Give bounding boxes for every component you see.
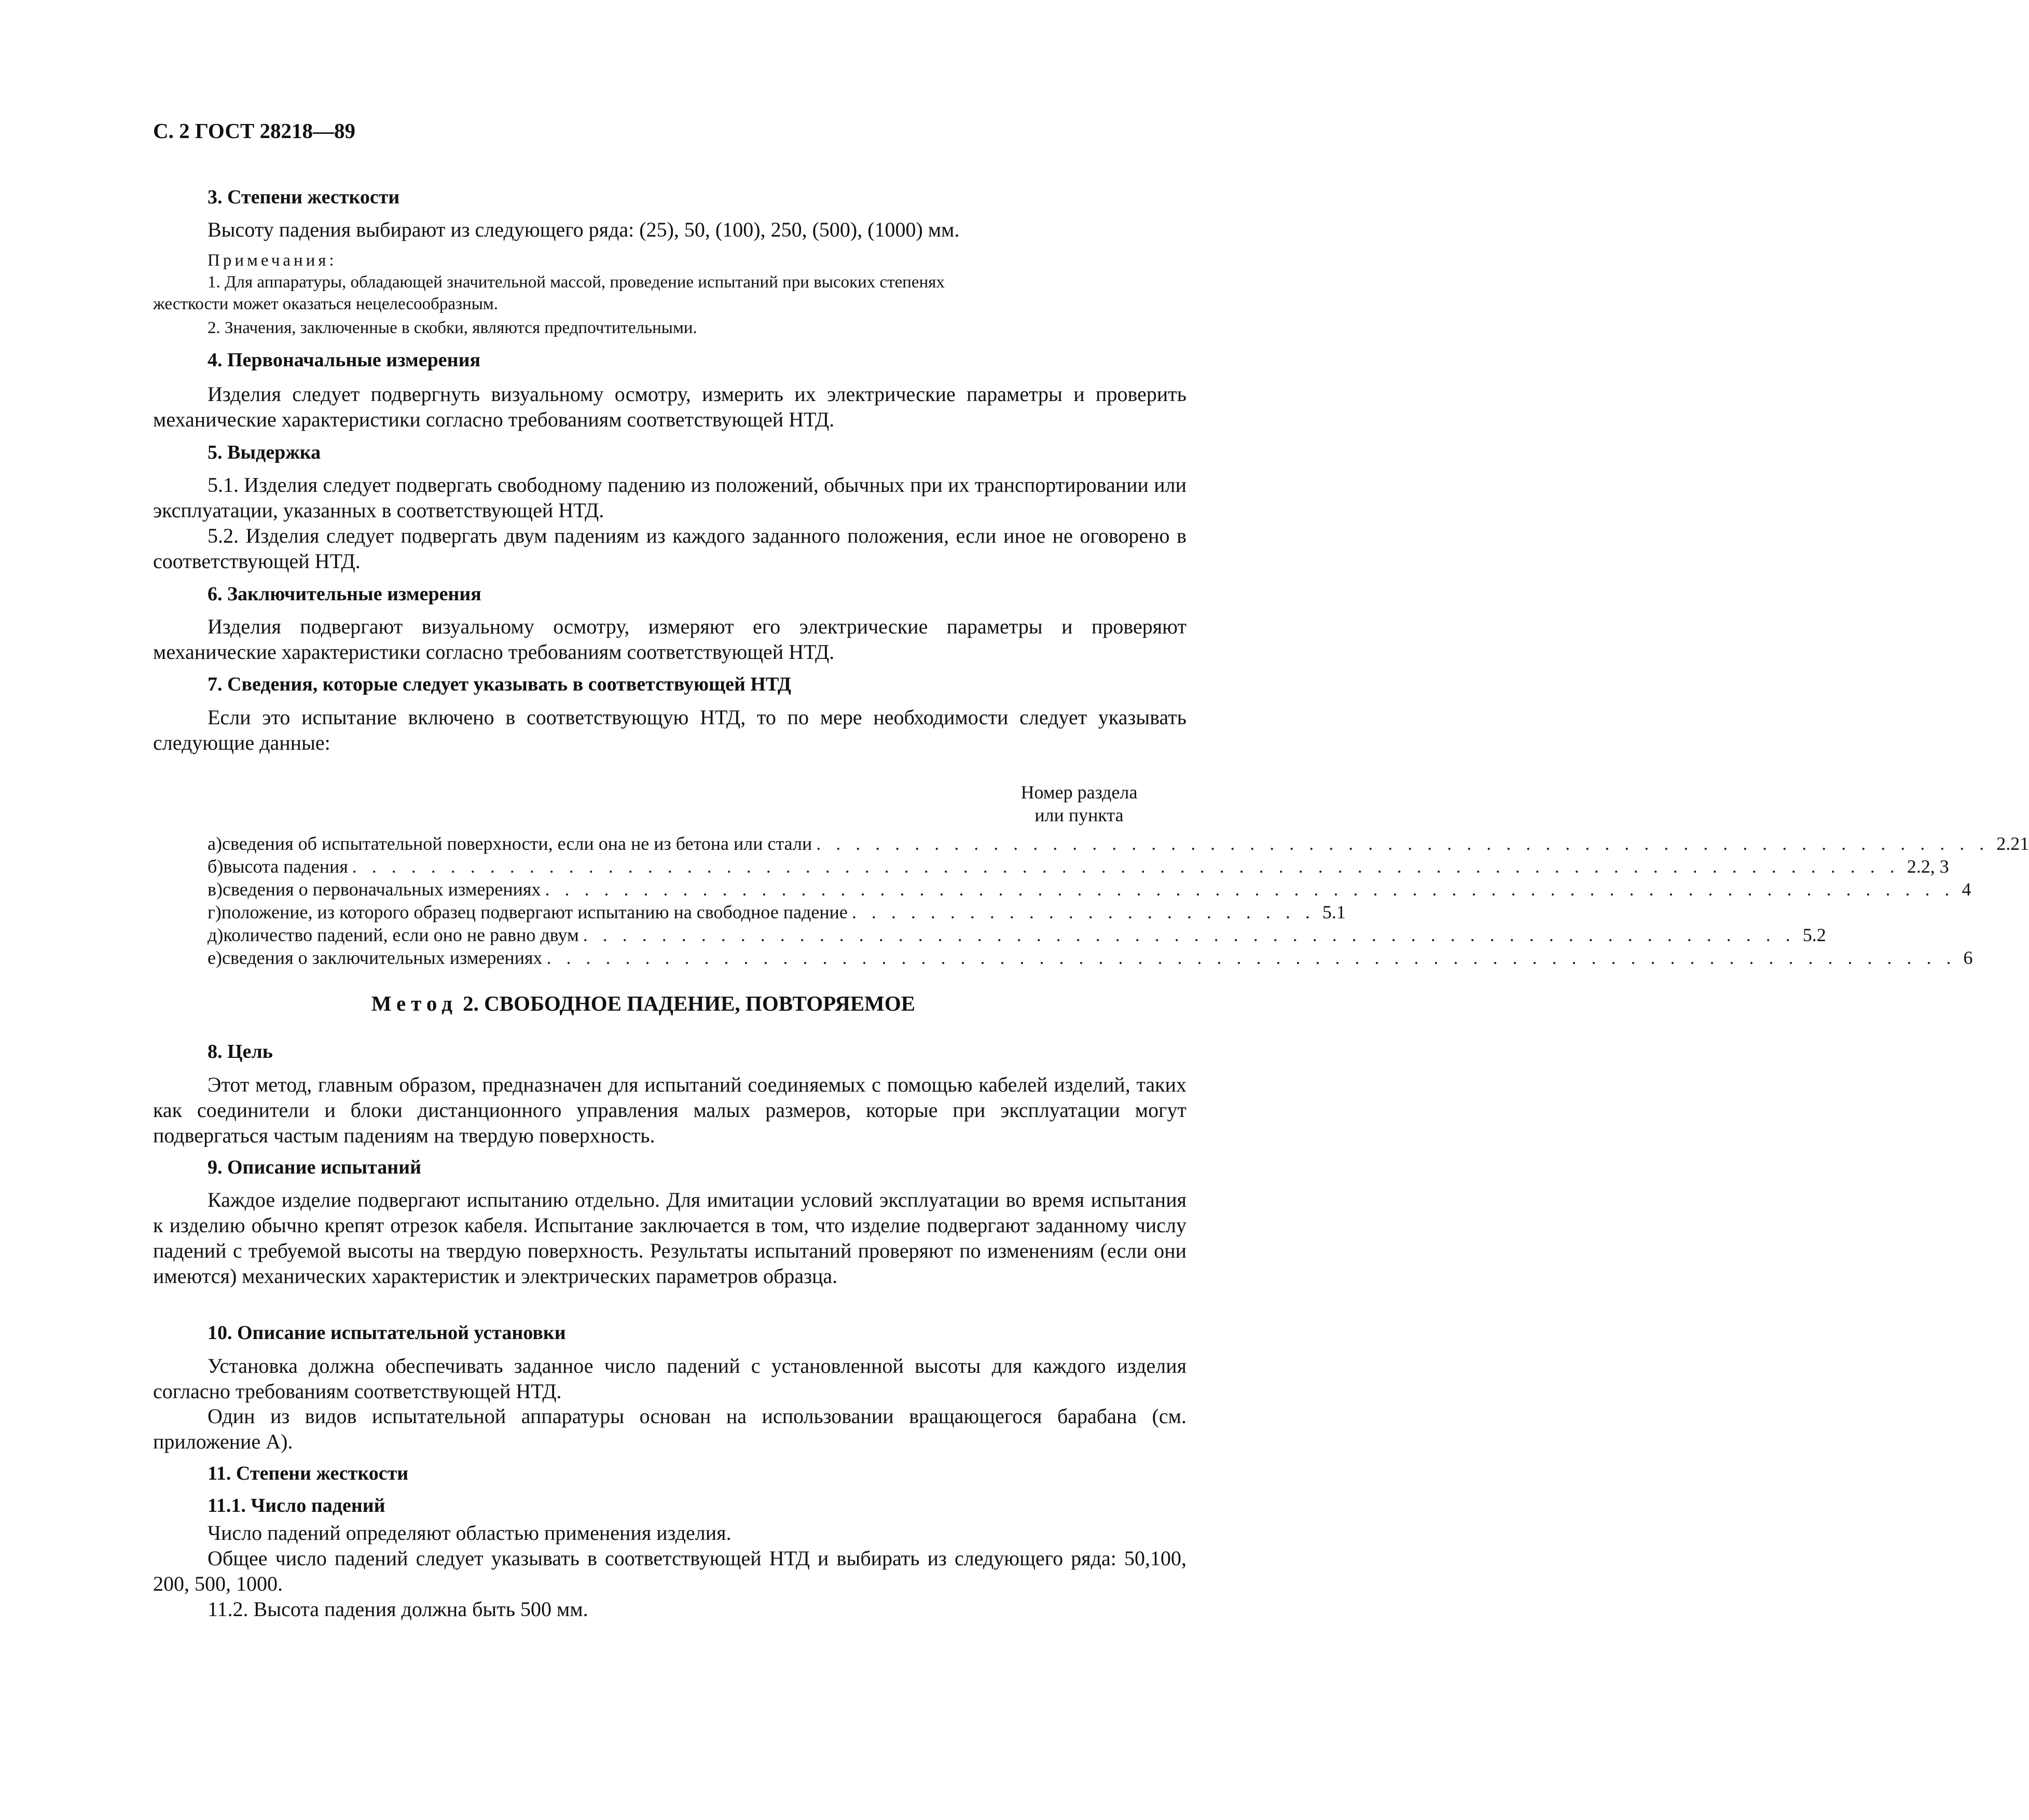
note-1-line-2: жесткости может оказаться нецелесообразным. bbox=[153, 295, 498, 313]
toc-row-mark: б) bbox=[208, 856, 224, 877]
section-11-1-title: 11.1. Число падений bbox=[208, 1495, 385, 1516]
section-10-para-1-content: Установка должна обеспечивать заданное число падений с установленной высоты для каждого изделия согласно требованиям соответствующей НТД. bbox=[153, 1354, 1186, 1403]
section-6-text bbox=[153, 614, 1186, 665]
toc-row-number: 5.1 bbox=[1322, 902, 1346, 922]
toc-column-header-line-2: или пункта bbox=[1034, 805, 1124, 825]
toc-row bbox=[208, 947, 1973, 970]
toc-row-leader: . . . . . . . . . . . . . . . . . . . . . . . . . . . . . . . . . . . . . . . . . . . . . . . . . . . . . . . . . . . . . . . . . . . . . . . . bbox=[545, 879, 1955, 900]
toc-list bbox=[208, 833, 2029, 970]
section-6-title: 6. Заключительные измерения bbox=[208, 583, 481, 605]
section-11-2-text: 11.2. Высота падения должна быть 500 мм. bbox=[208, 1597, 588, 1621]
toc-row-text: высота падения bbox=[223, 856, 348, 877]
section-5-para-2 bbox=[153, 523, 1186, 574]
section-9-text-content: Каждое изделие подвергают испытанию отдельно. Для имитации условий эксплуатации во время испытания к изделию обычно крепят отрезок кабеля. Испытание заключается в том, что изделие подвергают заданному числу падений с требуемой высоты на твердую поверхность. Результаты испытаний проверяют по изменениям (если они имеются) механических характеристик и электрических параметров образца. bbox=[153, 1188, 1186, 1288]
section-3-title: 3. Степени жесткости bbox=[208, 186, 400, 208]
section-11-1-para-2-content: Общее число падений следует указывать в соответствующей НТД и выбирать из следующего ряда: 50,100, 200, 500, 1000. bbox=[153, 1547, 1186, 1595]
section-10-title: 10. Описание испытательной установки bbox=[208, 1322, 566, 1344]
toc-row bbox=[208, 878, 1971, 901]
toc-row-text: сведения о заключительных измерениях bbox=[222, 947, 543, 968]
section-10-para-1 bbox=[153, 1353, 1186, 1404]
toc-row-leader: . . . . . . . . . . . . . . . . . . . . . . . . . . . . . . . . . . . . . . . . . . . . . . . . . . . . . . . . . . . . . . . . . . . . . . . . bbox=[546, 947, 1956, 968]
toc-row-leader: . . . . . . . . . . . . . . . . . . . . . . . . . . . . . . . . . . . . . . . . . . . . . . . . . . . . . . . . . . . . bbox=[816, 833, 1990, 854]
toc-row-mark: в) bbox=[208, 879, 223, 900]
toc-row-number: 2.2, 3 bbox=[1907, 856, 1949, 877]
section-8-title: 8. Цель bbox=[208, 1041, 273, 1063]
note-2: 2. Значения, заключенные в скобки, являются предпочтительными. bbox=[208, 319, 697, 337]
toc-row-number: 4 bbox=[1962, 879, 1971, 900]
section-11-title: 11. Степени жесткости bbox=[208, 1463, 409, 1484]
section-4-text bbox=[153, 381, 1186, 432]
toc-row-text: сведения об испытательной поверхности, если она не из бетона или стали bbox=[222, 833, 812, 854]
toc-row bbox=[208, 924, 1826, 947]
toc-row-leader: . . . . . . . . . . . . . . . . . . . . . . . . . . . . . . . . . . . . . . . . . . . . . . . . . . . . . . . . . . . . . . bbox=[583, 925, 1796, 945]
toc-row-number: 2.21 bbox=[1996, 833, 2029, 854]
section-3-text: Высоту падения выбирают из следующего ряда: (25), 50, (100), 250, (500), (1000) мм. bbox=[208, 218, 960, 241]
method-prefix: Метод bbox=[371, 991, 458, 1015]
section-11-1-line-1: Число падений определяют областью применения изделия. bbox=[208, 1521, 731, 1545]
method-heading bbox=[0, 991, 1287, 1016]
toc-row bbox=[208, 901, 1346, 924]
page-header: С. 2 ГОСТ 28218—89 bbox=[153, 119, 356, 143]
section-10-para-2-content: Один из видов испытательной аппаратуры основан на использовании вращающегося барабана (см. приложение А). bbox=[153, 1404, 1186, 1453]
toc-row-number: 6 bbox=[1963, 947, 1973, 968]
section-8-text bbox=[153, 1072, 1186, 1148]
note-1-line-1: 1. Для аппаратуры, обладающей значительной массой, проведение испытаний при высоких степенях bbox=[208, 273, 945, 292]
section-5-para-1 bbox=[153, 472, 1186, 523]
section-11-1-para-2 bbox=[153, 1546, 1186, 1596]
section-10-para-2 bbox=[153, 1403, 1186, 1454]
section-7-text-content: Если это испытание включено в соответствующую НТД, то по мере необходимости следует указывать следующие данные: bbox=[153, 706, 1186, 754]
toc-column-header-line-1: Номер раздела bbox=[1020, 782, 1138, 803]
section-9-text bbox=[153, 1187, 1186, 1289]
toc-column-header bbox=[986, 781, 1172, 826]
toc-row-leader: . . . . . . . . . . . . . . . . . . . . . . . . . . . . . . . . . . . . . . . . . . . . . . . . . . . . . . . . . . . . . . . . . . . . . . . . . . . . . . . bbox=[352, 856, 1900, 877]
section-7-text bbox=[153, 705, 1186, 755]
toc-row-number: 5.2 bbox=[1802, 925, 1826, 945]
section-4-title: 4. Первоначальные измерения bbox=[208, 349, 481, 371]
toc-row-mark: д) bbox=[208, 925, 224, 945]
section-9-title: 9. Описание испытаний bbox=[208, 1156, 421, 1178]
toc-row-mark: г) bbox=[208, 902, 222, 922]
section-4-text-content: Изделия следует подвергнуть визуальному осмотру, измерить их электрические параметры и проверить механические характеристики согласно требованиям соответствующей НТД. bbox=[153, 382, 1186, 431]
toc-row bbox=[208, 833, 2029, 856]
toc-row-mark: е) bbox=[208, 947, 222, 968]
toc-row-mark: а) bbox=[208, 833, 222, 854]
section-5-para-2-content: 5.2. Изделия следует подвергать двум падениям из каждого заданного положения, если иное не оговорено в соответствующей НТД. bbox=[153, 524, 1186, 573]
section-5-para-1-content: 5.1. Изделия следует подвергать свободному падению из положений, обычных при их транспортировании или эксплуатации, указанных в соответствующей НТД. bbox=[153, 473, 1186, 522]
toc-row-text: положение, из которого образец подвергают испытанию на свободное падение bbox=[221, 902, 848, 922]
section-7-title: 7. Сведения, которые следует указывать в соответствующей НТД bbox=[208, 673, 792, 695]
toc-row bbox=[208, 856, 1949, 878]
section-8-text-content: Этот метод, главным образом, предназначен для испытаний соединяемых с помощью кабелей изделий, таких как соединители и блоки дистанционного управления малых размеров, которые при эксплуатации могут подвергаться частым падениям на твердую поверхность. bbox=[153, 1073, 1186, 1147]
section-5-title: 5. Выдержка bbox=[208, 442, 321, 463]
toc-row-text: количество падений, если оно не равно двум bbox=[223, 925, 579, 945]
method-title: 2. СВОБОДНОЕ ПАДЕНИЕ, ПОВТОРЯЕМОЕ bbox=[463, 991, 916, 1015]
toc-row-leader: . . . . . . . . . . . . . . . . . . . . . . . . bbox=[851, 902, 1315, 922]
section-6-text-content: Изделия подвергают визуальному осмотру, измеряют его электрические параметры и проверяют механические характеристики согласно требованиям соответствующей НТД. bbox=[153, 615, 1186, 664]
toc-row-text: сведения о первоначальных измерениях bbox=[223, 879, 541, 900]
notes-label: Примечания: bbox=[208, 251, 337, 270]
